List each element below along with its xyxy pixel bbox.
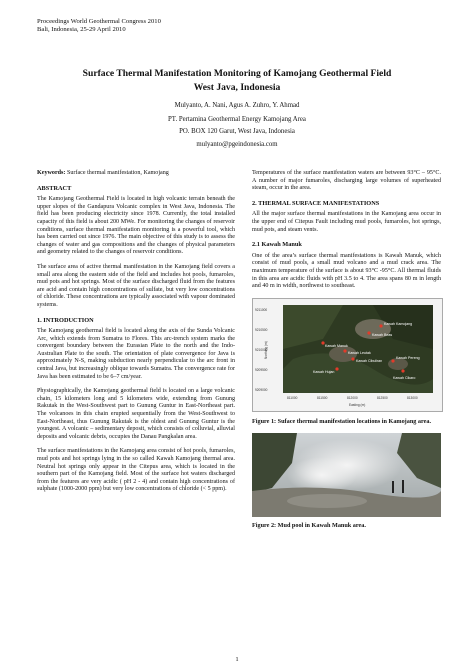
y-tick-label: 9210500	[255, 327, 268, 332]
paper-title-line-2: West Java, Indonesia	[193, 82, 281, 93]
abstract-paragraph-1: The Kamojang Geothermal Field is located in high volcanic terrain beneath the upper slopes of the Gandapura Volcanic complex in West Java, Indonesia. The field has been producing electricity since 1978. Currently, the total installed capacity of this field is about 200 MWe. For monitoring the changes of reservoir conditions, surface thermal manifestation monitoring is a powerful tool, which has been carried out since 1976. The main objective of this study is to assess the changes of water and gas compositions and the changes of physical parameters and geometry related to the changes of reservoir conditions.	[37, 196, 235, 256]
x-axis-label: Easting (m)	[349, 402, 366, 407]
section-2-heading: 2. THERMAL SURFACE MANIFESTATIONS	[252, 199, 380, 207]
map-label: Kawah Cikaro	[393, 375, 416, 380]
affiliation-email: mulyanto@pgeindonesia.com	[196, 141, 278, 148]
introduction-paragraph-1: The Kamojang geothermal field is located along the axis of the Sunda Volcanic Arc, which extends from Sumatra to Flores. This arc-trench system marks the convergent boundary between the Eurasian Plate to the north and the Indo-Australian Plate to the south. The orientation of plate convergence for Java is approximately N-S, making subduction nearly perpendicular to the arc front in central Java, but increasingly oblique towards Sumatra. The convergence rate for Java has been estimated to be 6–7 cm/year.	[37, 328, 235, 380]
section-2-1-paragraph: One of the area’s surface thermal manifestations is Kawah Manuk, which consist of mud pools, a small mud volcano and a mud crack area. The maximum temperature of the surface is about 93°C -95°C. All thermal fluids in this area are acidic fluids with pH 3.5 to 4. The area spans 80 m in length and 40 m in width, northwest to southeast.	[252, 252, 441, 290]
introduction-paragraph-2: Physiographically, the Kamojang geothermal field is located on a large volcanic chain, 15 kilometers long and 5 kilometers wide, extending from Gunung Rakutak in the West-Southwest part to Gunung Guntur in East-Northeast part. The volcanoes in this chain erupted sequentially from the West-Southwest to East-Northeast, thus Gunung Rakutak is the oldest and Gunung Guntur is the youngest. A volcanic – sedimentary deposit, which consists of colluvial, alluvial deposits and volcanic debris, occupies the Danau Pangkalan area.	[37, 388, 235, 440]
affiliation-address: PO. BOX 120 Garut, West Java, Indonesia	[179, 128, 295, 135]
map-label: Kawah Manuk	[325, 343, 348, 348]
abstract-paragraph-2: The surface area of active thermal manifestation in the Kamojang field covers a small area along the eastern side of the field and includes hot pools, fumaroles, mud pots and hot springs. Most of the surface discharged fluid from the features are acid and contain high concentrations of sulfate, but very low concentrations of chloride. These concentrations are typically associated with vapour dominated systems.	[37, 263, 235, 308]
section-2-1-heading: 2.1 Kawah Manuk	[252, 241, 302, 249]
person-figure	[402, 480, 404, 493]
figure-2-photo-graphic	[252, 433, 441, 517]
right-paragraph-1: Temperatures of the surface manifestation waters are between 93°C – 95°C. A number of major fumaroles, discharging large volumes of superheated steam, occur in the area.	[252, 170, 441, 192]
person-figure	[392, 481, 394, 493]
y-tick-label: 9209500	[255, 367, 268, 372]
map-label: Kawah Leutak	[348, 350, 371, 355]
section-2-paragraph: All the major surface thermal manifestations in the Kamojang area occur in the upper end of Citepus Fault including mud pools, fumaroles, hot springs, mud pots, and steam vents.	[252, 211, 441, 233]
x-tick-label: 811500	[317, 395, 328, 400]
page-number: 1	[235, 656, 239, 663]
x-tick-label: 811000	[287, 395, 298, 400]
map-label: Kawah Cibuliran	[356, 358, 383, 363]
authors: Mulyanto, A. Nani, Agus A. Zuhro, Y. Ahmad	[174, 102, 300, 109]
header-line-1: Proceedings World Geothermal Congress 2010	[37, 18, 161, 25]
y-axis-label: Northing (m)	[264, 341, 268, 359]
y-tick-label: 9209000	[255, 387, 268, 392]
keywords-text: Surface thermal manifestation, Kamojang	[66, 170, 169, 176]
abstract-heading: ABSTRACT	[37, 184, 72, 192]
x-tick-label: 813000	[407, 395, 418, 400]
y-tick-label: 9210000	[255, 347, 268, 352]
introduction-paragraph-3: The surface manifestations in the Kamojang area consist of hot pools, fumaroles, mud pots and hot springs lying in the so called Kawah Kamojang thermal area. Neutral hot springs only appear in the Citepus area, which is located in the southern part of the Kamojang field. Most of the surface hot waters discharged from the features are very acidic ( pH 2 - 4) and contain high concentrations of sulphate (1000-2000 ppm) but very low concentrations of chloride (< 5 ppm).	[37, 448, 235, 493]
affiliation-org: PT. Pertamina Geothermal Energy Kamojang Area	[168, 116, 306, 123]
figure-1-caption: Figure 1: Suface thermal manifestation locations in Kamojang area.	[252, 417, 432, 425]
y-tick-label: 9211000	[255, 307, 268, 312]
paper-title-line-1: Surface Thermal Manifestation Monitoring of Kamojang Geothermal Field	[82, 68, 392, 79]
figure-1-map	[252, 298, 443, 412]
header-line-2: Bali, Indonesia, 25-29 April 2010	[37, 26, 126, 33]
x-tick-label: 812500	[377, 395, 388, 400]
keywords	[37, 170, 235, 178]
x-tick-label: 812000	[347, 395, 358, 400]
right-column	[252, 170, 441, 538]
map-label: Kawah Kamojang	[384, 321, 413, 326]
map-label: Kawah Pereng	[396, 355, 420, 360]
figure-1-map-graphic	[253, 299, 442, 411]
figure-2-photo	[252, 433, 441, 517]
map-label: Kawah Hujan	[313, 369, 335, 374]
introduction-heading: 1. INTRODUCTION	[37, 316, 94, 324]
proceedings-header	[37, 18, 161, 34]
map-label: Kawah Beas	[372, 332, 393, 337]
left-column	[37, 170, 235, 501]
keywords-label: Keywords:	[37, 170, 66, 176]
figure-2-caption: Figure 2: Mud pool in Kawah Manuk area.	[252, 522, 366, 530]
